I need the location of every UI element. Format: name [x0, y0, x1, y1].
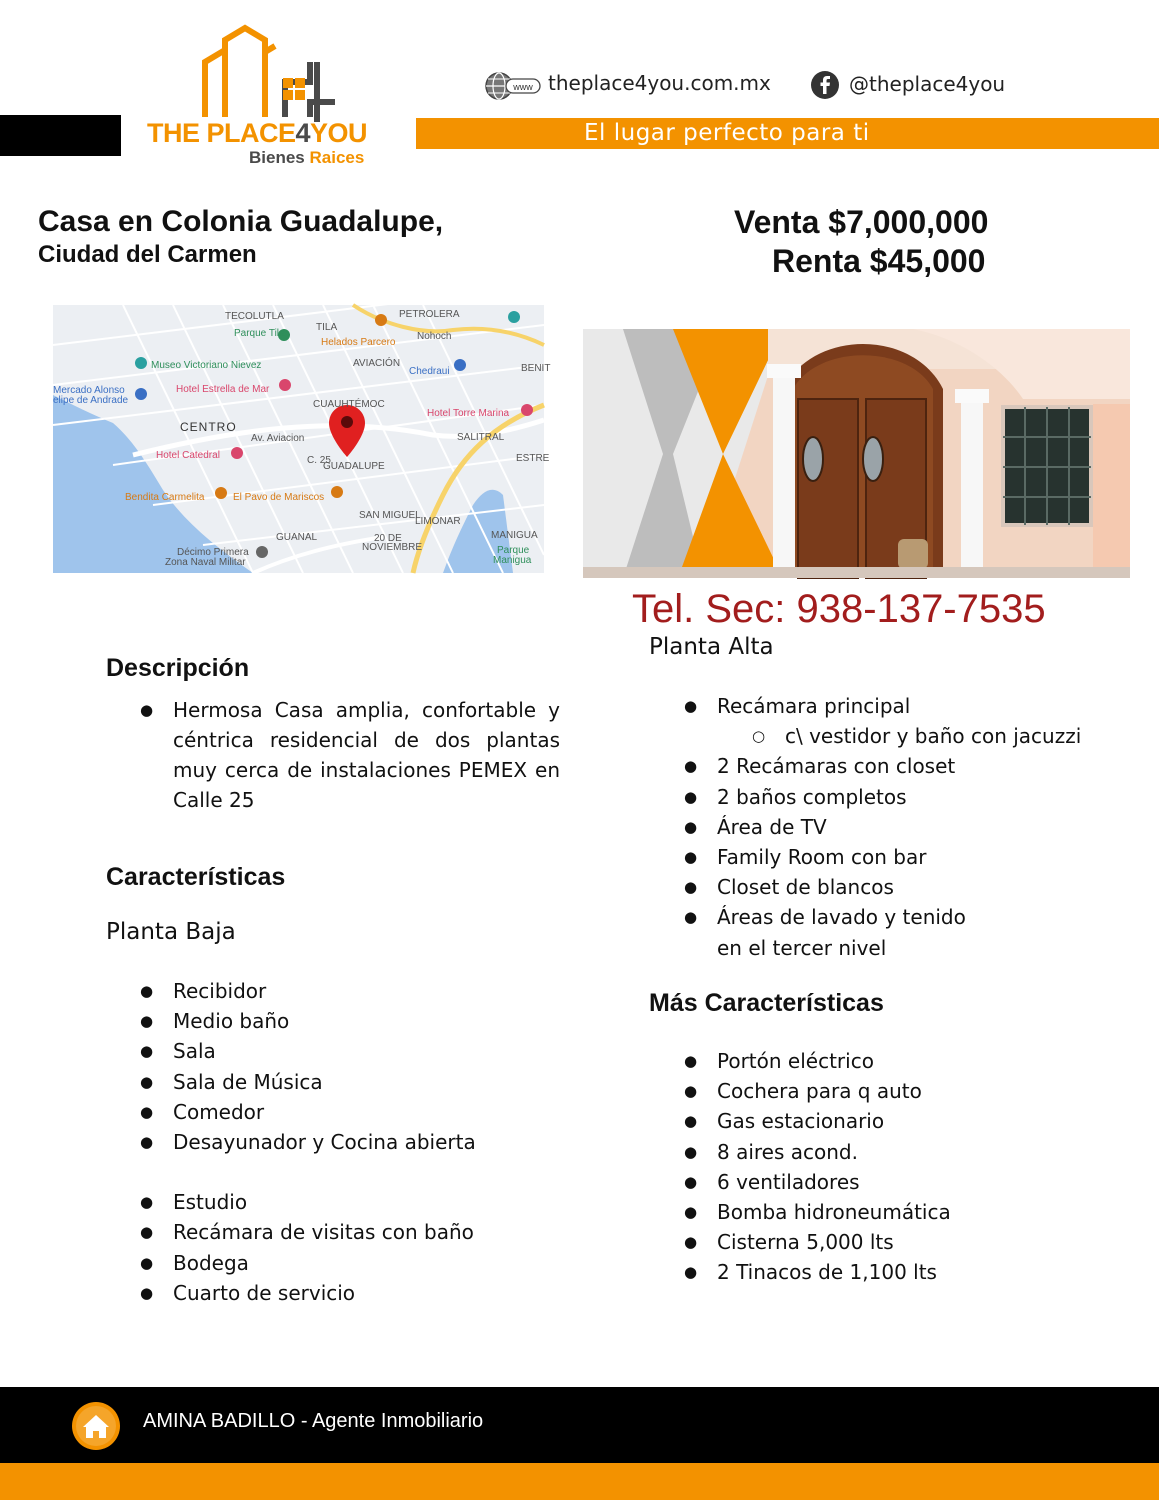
list-item: ● Sala [140, 1036, 476, 1066]
listing-title: Casa en Colonia Guadalupe, [38, 205, 444, 238]
map-label: Bendita Carmelita [125, 492, 205, 503]
list-subitem: ○ c\ vestidor y baño con jacuzzi [684, 721, 1081, 751]
description-block [140, 695, 560, 815]
website-link[interactable]: theplace4you.com.mx [548, 71, 771, 95]
list-item: ● 2 baños completos [684, 782, 1081, 812]
ground-floor-heading: Planta Baja [106, 919, 236, 945]
facebook-handle[interactable]: @theplace4you [849, 72, 1006, 96]
list-item: ● 6 ventiladores [684, 1167, 951, 1197]
map-label: BENIT [521, 363, 551, 374]
list-item: ● 2 Recámaras con closet [684, 751, 1081, 781]
map-label: AVIACIÓN [353, 358, 401, 369]
agent-name: AMINA BADILLO - Agente Inmobiliario [143, 1410, 484, 1432]
map-label: Chedraui [409, 366, 450, 377]
list-item: ● Área de TV [684, 812, 1081, 842]
map-label: Parque Tila [234, 328, 285, 339]
map-label: Mercado Alonso [53, 385, 125, 396]
home-icon [71, 1401, 121, 1451]
footer-orange-bar [0, 1463, 1159, 1500]
list-item: ● 8 aires acond. [684, 1137, 951, 1167]
list-item: ● Portón eléctrico [684, 1046, 951, 1076]
map-label: CENTRO [180, 420, 237, 434]
more-features-heading: Más Características [649, 989, 884, 1017]
logo-subtitle: Bienes Raices [249, 148, 365, 167]
logo-title: THE PLACE4YOU [147, 118, 368, 148]
list-item: ● Medio baño [140, 1006, 476, 1036]
map-label: LIMONAR [415, 516, 461, 527]
list-item: ● Bodega [140, 1248, 476, 1278]
map-label: El Pavo de Mariscos [233, 492, 325, 503]
map-label: Hotel Catedral [156, 450, 220, 461]
location-map[interactable] [53, 305, 551, 573]
map-label: Av. Aviacion [251, 433, 305, 444]
list-item: ● Gas estacionario [684, 1106, 951, 1136]
price-sale: Venta $7,000,000 [734, 204, 989, 240]
globe-icon [484, 70, 542, 102]
map-label: Museo Victoriano Nievez [151, 360, 262, 371]
house-facade-image [583, 329, 1130, 578]
header-black-bar [0, 115, 121, 156]
upper-floor-list [684, 691, 1081, 963]
list-item: ● Bomba hidroneumática [684, 1197, 951, 1227]
map-label: Zona Naval Militar [165, 557, 246, 568]
description-heading: Descripción [106, 654, 250, 682]
map-label: NOVIEMBRE [362, 542, 423, 553]
price-rent: Renta $45,000 [772, 243, 986, 279]
list-item: ● Sala de Música [140, 1067, 476, 1097]
bullet-icon: ● [140, 701, 154, 719]
more-features-list [684, 1046, 951, 1288]
list-item: ● Cisterna 5,000 lts [684, 1227, 951, 1257]
list-item: ● Cochera para q auto [684, 1076, 951, 1106]
map-label: ESTRE [516, 453, 550, 464]
list-item: ● Estudio [140, 1187, 476, 1217]
map-label: elipe de Andrade [53, 395, 129, 406]
facebook-icon [810, 70, 840, 100]
map-label: SAN MIGUEL [359, 510, 421, 521]
map-label: GUADALUPE [323, 461, 385, 472]
features-heading: Características [106, 863, 286, 891]
map-label: GUANAL [276, 532, 318, 543]
map-label: C. 25 [307, 455, 331, 466]
map-label: Nohoch [417, 331, 452, 342]
map-label: PETROLERA [399, 309, 460, 320]
listing-subtitle: Ciudad del Carmen [38, 241, 257, 268]
list-item: ● Desayunador y Cocina abierta [140, 1127, 476, 1157]
map-label: Helados Parcero [321, 337, 396, 348]
phone-number[interactable]: Tel. Sec: 938-137-7535 [632, 587, 1046, 631]
list-item: ● Closet de blancos [684, 872, 1081, 902]
ground-floor-list [140, 976, 476, 1308]
list-item: ● Recibidor [140, 976, 476, 1006]
map-label: SALITRAL [457, 432, 505, 443]
list-item: ● Comedor [140, 1097, 476, 1127]
svg-text:www: www [513, 82, 533, 92]
map-label: CUAUHTÉMOC [313, 399, 385, 410]
map-label: TECOLUTLA [225, 311, 284, 322]
map-label: MANIGUA [491, 530, 538, 541]
map-label: Hotel Torre Marina [427, 408, 510, 419]
map-label: 20 DE [374, 533, 402, 544]
map-label: TILA [316, 322, 338, 333]
map-label: Décimo Primera [177, 547, 249, 558]
list-item: ● Áreas de lavado y tenido [684, 902, 1081, 932]
list-item-continuation: en el tercer nivel [717, 935, 887, 960]
description-text: Hermosa Casa amplia, confortable y céntrica residencial de dos plantas muy cerca de instalaciones PEMEX en Calle 25 [173, 698, 560, 812]
list-item: ● 2 Tinacos de 1,100 lts [684, 1257, 951, 1287]
property-photo [583, 329, 1130, 578]
upper-floor-heading: Planta Alta [649, 634, 774, 660]
map-label: Parque [497, 545, 530, 556]
logo-house-icon [145, 22, 385, 122]
map-label: Manigua [493, 555, 532, 566]
slogan: El lugar perfecto para ti [584, 120, 870, 146]
list-item: ● Recámara principal [684, 691, 1081, 721]
map-label: Hotel Estrella de Mar [176, 384, 270, 395]
list-item: ● Recámara de visitas con baño [140, 1217, 476, 1247]
list-item: ● Family Room con bar [684, 842, 1081, 872]
list-item: ● Cuarto de servicio [140, 1278, 476, 1308]
brand-logo [145, 22, 385, 172]
